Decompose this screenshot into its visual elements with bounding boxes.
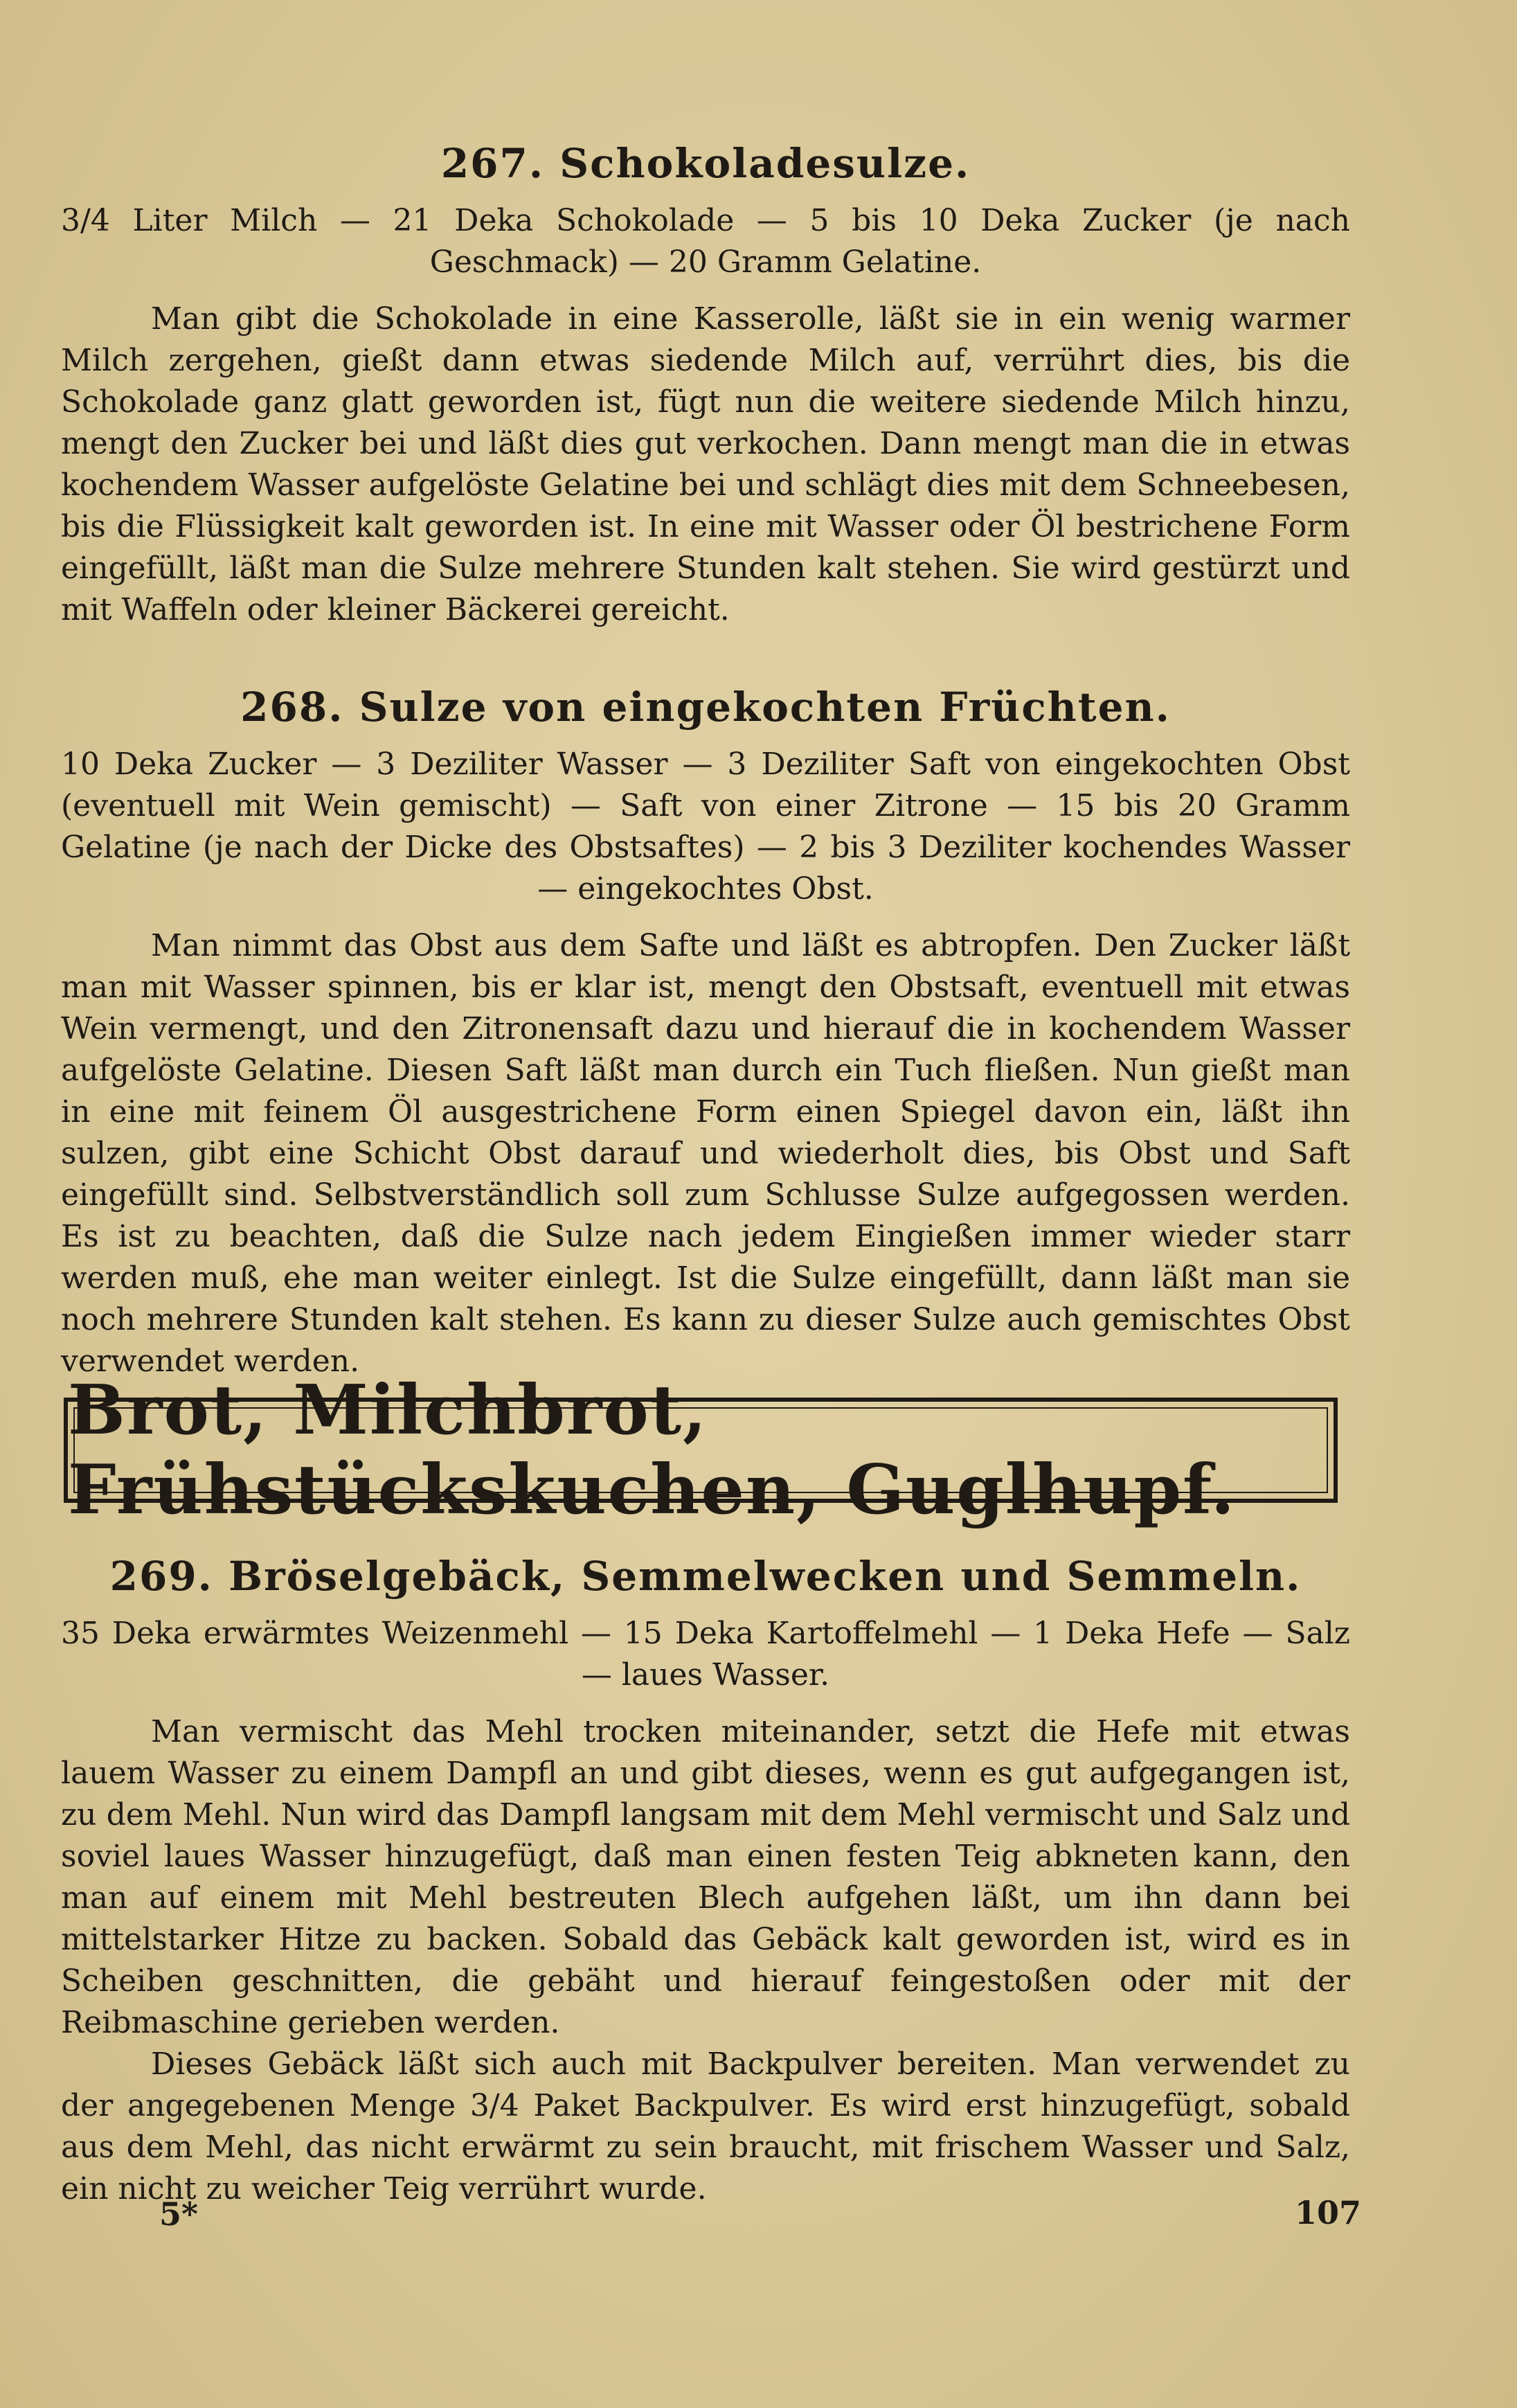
chapter-title: Brot, Milchbrot, Frühstückskuchen, Guglhupf.: [68, 1371, 1236, 1530]
signature-mark: 5*: [159, 2195, 199, 2233]
recipe-269-paragraph-2: Dieses Gebäck läßt sich auch mit Backpulver bereiten. Man verwendet zu der angegebenen Menge 3/4 Paket Backpulver. Es wird erst hinzugefügt, sobald aus dem Mehl, das nicht erwärmt zu sein braucht, mit frischem Wasser und Salz, ein nicht zu weicher Teig verrührt wurde.: [61, 2046, 1350, 2206]
page-number: 107: [1295, 2194, 1362, 2231]
recipe-268-title: 268. Sulze von eingekochten Früchten.: [240, 684, 1171, 731]
recipe-267-paragraph: Man gibt die Schokolade in eine Kasserolle, läßt sie in ein wenig warmer Milch zergehen, gießt dann etwas siedende Milch auf, verrührt dies, bis die Schokolade ganz glatt geworden ist, fügt nun die weitere siedende Milch hinzu, mengt den Zucker bei und läßt dies gut verkochen. Dann mengt man die in etwas kochendem Wasser aufgelöste Gelatine bei und schlägt dies mit dem Schneebesen, bis die Flüssigkeit kalt geworden ist. In eine mit Wasser oder Öl bestrichene Form eingefüllt, läßt man die Sulze mehrere Stunden kalt stehen. Sie wird gestürzt und mit Waffeln oder kleiner Bäckerei gereicht.: [61, 301, 1350, 627]
recipe-268-ingredients: 10 Deka Zucker — 3 Deziliter Wasser — 3 Deziliter Saft von eingekochten Obst (eventuell mit Wein gemischt) — Saft von einer Zitrone — 15 bis 20 Gramm Gelatine (je nach der Dicke des Obstsaftes) — 2 bis 3 Deziliter kochendes Wasser — eingekochtes Obst.: [61, 746, 1350, 907]
recipe-267-title: 267. Schokoladesulze.: [440, 140, 971, 187]
recipe-268: [61, 682, 1350, 1382]
recipe-267: [61, 139, 1350, 631]
recipe-267-ingredients: 3/4 Liter Milch — 21 Deka Schokolade — 5 bis 10 Deka Zucker (je nach Geschmack) — 20 Gramm Gelatine.: [61, 202, 1350, 280]
recipe-269: [61, 1551, 1350, 2210]
recipe-269-title: 269. Bröselgebäck, Semmelwecken und Semmeln.: [109, 1553, 1302, 1600]
recipe-269-paragraph-1: Man vermischt das Mehl trocken miteinander, setzt die Hefe mit etwas lauem Wasser zu einem Dampfl an und gibt dieses, wenn es gut aufgegangen ist, zu dem Mehl. Nun wird das Dampfl langsam mit dem Mehl vermischt und Salz und soviel laues Wasser hinzugefügt, daß man einen festen Teig abkneten kann, den man auf einem mit Mehl bestreuten Blech aufgehen läßt, um ihn dann bei mittelstarker Hitze zu backen. Sobald das Gebäck kalt geworden ist, wird es in Scheiben geschnitten, die gebäht und hierauf feingestoßen oder mit der Reibmaschine gerieben werden.: [61, 1713, 1350, 2040]
recipe-268-paragraph: Man nimmt das Obst aus dem Safte und läßt es abtropfen. Den Zucker läßt man mit Wasser spinnen, bis er klar ist, mengt den Obstsaft, eventuell mit etwas Wein vermengt, und den Zitronensaft dazu und hierauf die in kochendem Wasser aufgelöste Gelatine. Diesen Saft läßt man durch ein Tuch fließen. Nun gießt man in eine mit feinem Öl ausgestrichene Form einen Spiegel davon ein, läßt ihn sulzen, gibt eine Schicht Obst darauf und wiederholt dies, bis Obst und Saft eingefüllt sind. Selbstverständlich soll zum Schlusse Sulze aufgegossen werden. Es ist zu beachten, daß die Sulze nach jedem Eingießen immer wieder starr werden muß, ehe man weiter einlegt. Ist die Sulze eingefüllt, dann läßt man sie noch mehrere Stunden kalt stehen. Es kann zu dieser Sulze auch gemischtes Obst verwendet werden.: [61, 927, 1350, 1379]
chapter-heading-box: [64, 1371, 1338, 1530]
recipe-269-ingredients: 35 Deka erwärmtes Weizenmehl — 15 Deka Kartoffelmehl — 1 Deka Hefe — Salz — laues Wasser.: [61, 1615, 1350, 1693]
